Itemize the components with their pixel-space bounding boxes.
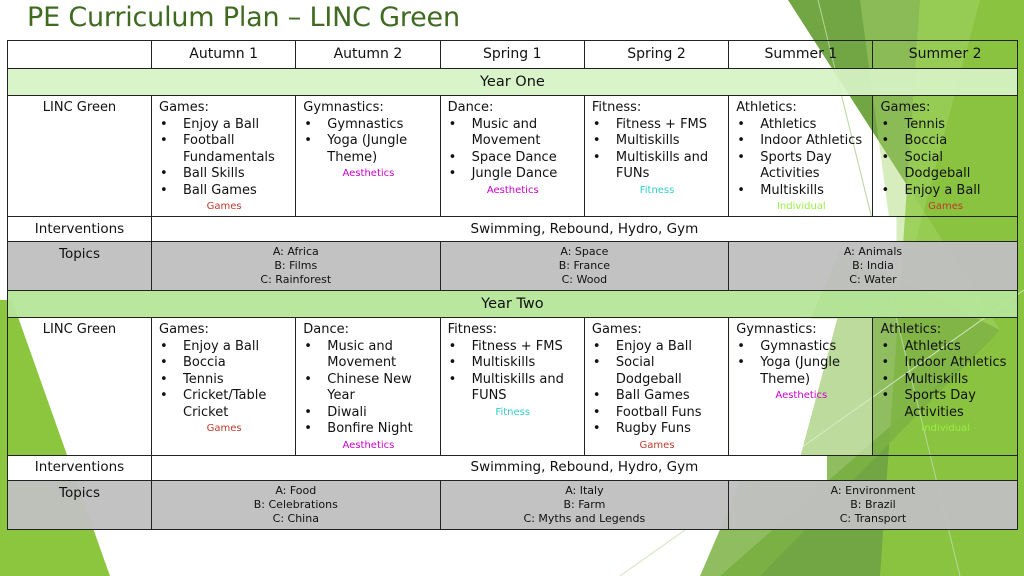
activity-item: • Multiskills and FUNs: [592, 150, 722, 183]
activity-cell-y1-summer-2: [873, 96, 1017, 217]
category-tag-aesthetics: Aesthetics: [342, 168, 395, 179]
group-label: LINC Green: [8, 96, 152, 217]
activity-heading: Gymnastics:: [736, 322, 817, 337]
activity-cell-y2-summer-1: [729, 318, 873, 456]
activity-cell-y2-spring-2: [584, 318, 728, 456]
topic-a: A: Space: [560, 245, 609, 258]
topic-a: A: Animals: [843, 245, 903, 258]
activity-item: • Music and Movement: [303, 339, 433, 372]
activity-item: • Indoor Athletics: [880, 355, 1010, 372]
activity-heading: Games:: [159, 100, 209, 115]
activity-heading: Athletics:: [880, 322, 942, 337]
activity-item: • Multiskills: [880, 372, 1010, 389]
year-two-band: [8, 291, 1018, 318]
activity-item: • Enjoy a Ball: [159, 117, 289, 134]
activity-cell-y1-spring-1: [440, 96, 584, 217]
category-tag-aesthetics: Aesthetics: [342, 439, 395, 451]
topic-b: B: Films: [274, 259, 318, 272]
activity-item: • Football Fundamentals: [159, 133, 289, 166]
activity-item: • Yoga (Jungle Theme): [303, 133, 433, 166]
activity-heading: Fitness:: [591, 100, 642, 115]
activity-list: [736, 339, 866, 389]
topic-b: B: Celebrations: [253, 497, 338, 511]
activity-item: • Enjoy a Ball: [592, 339, 722, 356]
topic-b: B: Farm: [563, 497, 606, 511]
topic-c: C: Myths and Legends: [523, 511, 646, 525]
activity-item: • Jungle Dance: [448, 166, 578, 183]
activity-heading: Dance:: [303, 322, 350, 337]
activity-list: [303, 339, 433, 438]
activity-heading: Athletics:: [736, 100, 797, 115]
activity-item: • Multiskills: [736, 183, 866, 200]
activity-cell-y2-summer-2: [873, 318, 1017, 456]
topic-c: C: Water: [849, 273, 897, 286]
activity-item: • Fitness + FMS: [448, 339, 578, 356]
category-tag-individual: Individual: [921, 423, 970, 434]
activity-cell-y1-summer-1: [729, 96, 873, 217]
group-label: LINC Green: [8, 318, 152, 456]
category-tag-fitness: Fitness: [639, 184, 675, 196]
activity-item: • Space Dance: [448, 150, 578, 167]
activity-list: [736, 117, 866, 200]
activity-item: • Social Dodgeball: [592, 355, 722, 388]
category-tag-games: Games: [206, 423, 242, 434]
category-tag-games: Games: [206, 201, 242, 212]
category-tag-fitness: Fitness: [495, 406, 531, 418]
topics-autumn: [152, 242, 441, 291]
year-two-activities-row: [8, 318, 1018, 456]
activity-item: • Enjoy a Ball: [880, 183, 1010, 200]
activity-item: • Ball Games: [159, 183, 289, 200]
topic-a: A: Africa: [272, 245, 319, 258]
activity-item: • Football Funs: [592, 405, 722, 422]
activity-item: • Gymnastics: [303, 117, 433, 134]
activity-item: • Boccia: [159, 355, 289, 372]
activity-item: • Multiskills and FUNS: [448, 372, 578, 405]
term-header-summer-1: Summer 1: [729, 41, 873, 69]
activity-item: • Multiskills: [592, 133, 722, 150]
interventions-label: Interventions: [8, 217, 152, 242]
term-header-spring-1: Spring 1: [440, 41, 584, 69]
activity-item: • Tennis: [880, 117, 1010, 134]
term-header-spring-2: Spring 2: [584, 41, 728, 69]
topics-summer: [729, 480, 1018, 529]
activity-cell-y1-autumn-2: [296, 96, 440, 217]
activity-item: • Indoor Athletics: [736, 133, 866, 150]
activity-item: • Multiskills: [448, 355, 578, 372]
year-two-label: Year Two: [8, 291, 1018, 318]
activity-item: • Sports Day Activities: [736, 150, 866, 183]
activity-item: • Tennis: [159, 372, 289, 389]
activity-list: [159, 339, 289, 422]
category-tag-aesthetics: Aesthetics: [486, 184, 539, 196]
activity-list: [448, 117, 578, 183]
topics-spring: [440, 242, 729, 291]
year-two-interventions-row: [8, 455, 1018, 480]
category-tag-aesthetics: Aesthetics: [775, 390, 828, 401]
topic-c: C: Rainforest: [260, 273, 332, 286]
activity-list: [592, 117, 722, 183]
activity-cell-y2-autumn-1: [152, 318, 296, 456]
activity-cell-y1-autumn-1: [152, 96, 296, 217]
activity-heading: Gymnastics:: [303, 100, 384, 115]
topics-autumn: [152, 480, 441, 529]
activity-item: • Sports Day Activities: [880, 388, 1010, 421]
activity-list: [303, 117, 433, 167]
interventions-value: Swimming, Rebound, Hydro, Gym: [152, 455, 1018, 480]
activity-heading: Dance:: [447, 100, 494, 115]
activity-item: • Boccia: [880, 133, 1010, 150]
topic-b: B: India: [852, 259, 894, 272]
topics-label: Topics: [8, 242, 152, 291]
activity-item: • Chinese New Year: [303, 372, 433, 405]
topics-spring: [440, 480, 729, 529]
topic-b: B: France: [558, 259, 611, 272]
activity-item: • Bonfire Night: [303, 421, 433, 438]
year-one-band: [8, 69, 1018, 96]
activity-item: • Gymnastics: [736, 339, 866, 356]
activity-item: • Enjoy a Ball: [159, 339, 289, 356]
activity-item: • Yoga (Jungle Theme): [736, 355, 866, 388]
activity-item: • Ball Games: [592, 388, 722, 405]
activity-cell-y2-spring-1: [440, 318, 584, 456]
activity-item: • Ball Skills: [159, 166, 289, 183]
topics-summer: [729, 242, 1018, 291]
activity-list: [880, 117, 1010, 200]
activity-item: • Social Dodgeball: [880, 150, 1010, 183]
curriculum-table: [7, 40, 1018, 530]
interventions-label: Interventions: [8, 455, 152, 480]
activity-heading: Fitness:: [447, 322, 497, 337]
topic-a: A: Italy: [565, 483, 604, 497]
year-one-interventions-row: [8, 217, 1018, 242]
activity-item: • Rugby Funs: [592, 421, 722, 438]
term-header-row: [8, 41, 1018, 69]
year-one-topics-row: [8, 242, 1018, 291]
activity-list: [880, 339, 1010, 422]
activity-cell-y1-spring-2: [584, 96, 728, 217]
topic-c: C: China: [272, 511, 319, 525]
activity-heading: Games:: [591, 322, 642, 337]
activity-cell-y2-autumn-2: [296, 318, 440, 456]
topic-c: C: Wood: [561, 273, 608, 286]
activity-list: [592, 339, 722, 438]
activity-item: • Athletics: [736, 117, 866, 134]
category-tag-games: Games: [639, 439, 675, 451]
year-two-topics-row: [8, 480, 1018, 529]
category-tag-individual: Individual: [776, 201, 826, 212]
activity-list: [159, 117, 289, 200]
interventions-value: Swimming, Rebound, Hydro, Gym: [152, 217, 1018, 242]
page-title: PE Curriculum Plan – LINC Green: [27, 2, 460, 33]
topic-c: C: Transport: [839, 511, 907, 525]
activity-item: • Cricket/Table Cricket: [159, 388, 289, 421]
term-header-autumn-1: Autumn 1: [152, 41, 296, 69]
topic-a: A: Environment: [830, 483, 916, 497]
topic-b: B: Brazil: [850, 497, 896, 511]
activity-item: • Diwali: [303, 405, 433, 422]
activity-heading: Games:: [159, 322, 209, 337]
term-header-autumn-2: Autumn 2: [296, 41, 440, 69]
category-tag-games: Games: [928, 201, 964, 212]
corner-cell: [8, 41, 152, 69]
activity-item: • Music and Movement: [448, 117, 578, 150]
year-one-label: Year One: [8, 69, 1018, 96]
activity-heading: Games:: [880, 100, 931, 115]
term-header-summer-2: Summer 2: [873, 41, 1017, 69]
activity-item: • Fitness + FMS: [592, 117, 722, 134]
year-one-activities-row: [8, 96, 1018, 217]
activity-item: • Athletics: [880, 339, 1010, 356]
activity-list: [448, 339, 578, 405]
topics-label: Topics: [8, 480, 152, 529]
topic-a: A: Food: [275, 483, 317, 497]
